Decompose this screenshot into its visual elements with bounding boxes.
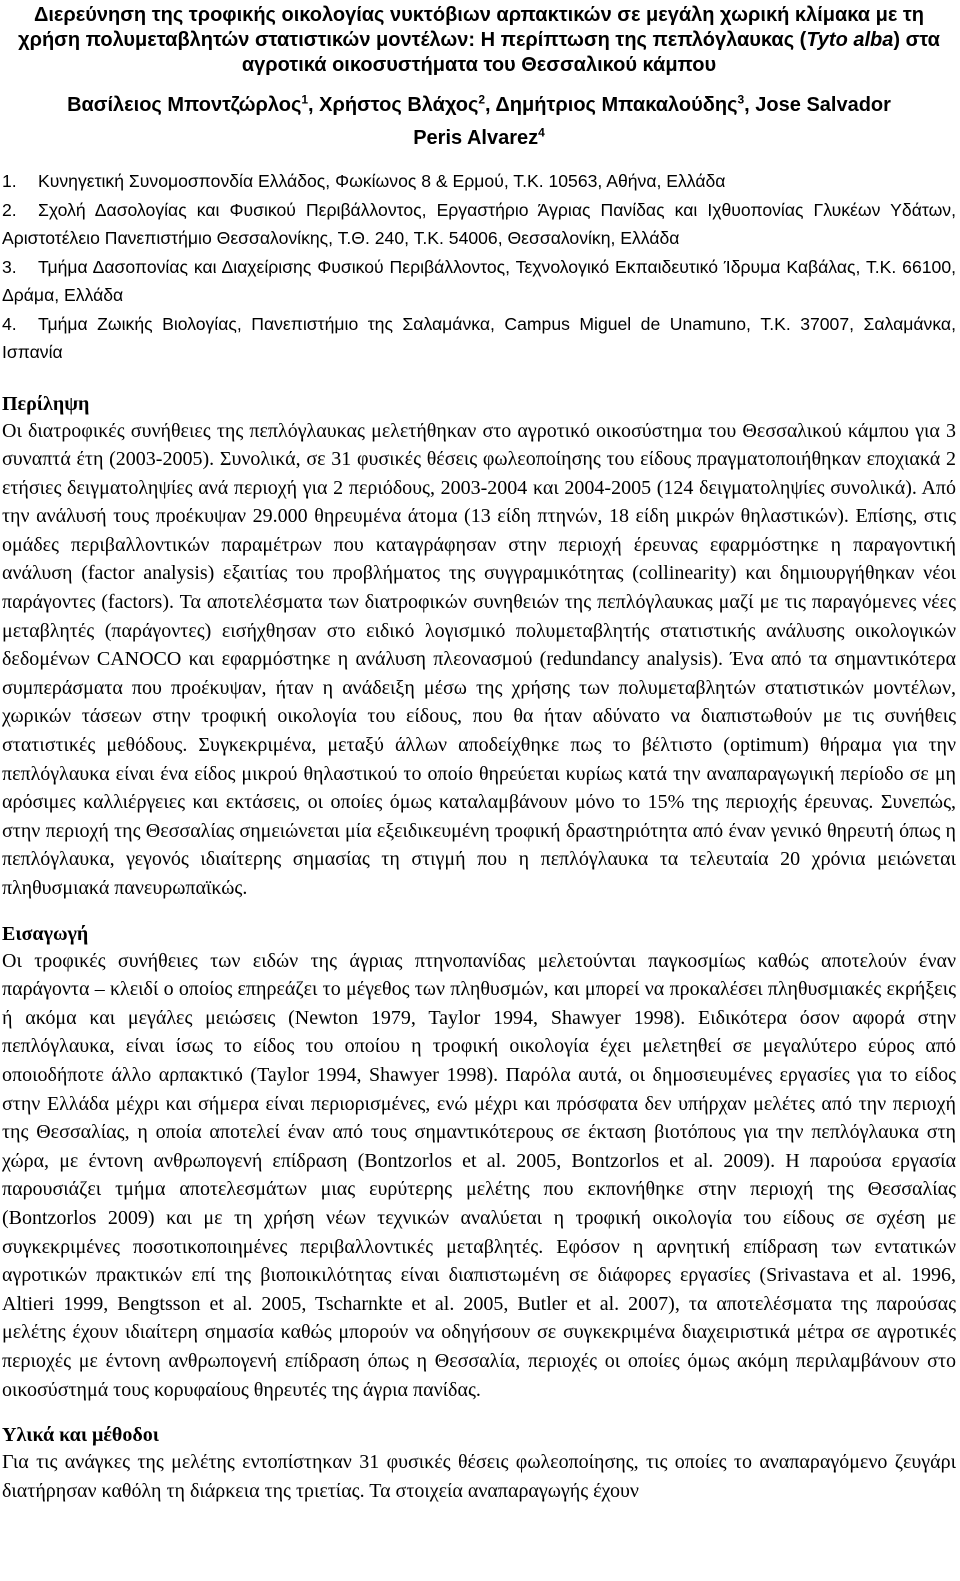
- abstract-heading: Περίληψη: [2, 392, 90, 415]
- introduction-heading: Εισαγωγή: [2, 922, 89, 945]
- title-species-name: Tyto alba: [806, 29, 894, 51]
- affiliation-item: 4. Τμήμα Ζωικής Βιολογίας, Πανεπιστήμιο της Σαλαμάνκα, Campus Miguel de Unamuno, Τ.Κ. 37007, Σαλαμάνκα, Ισπανία: [2, 313, 956, 362]
- paper-title: [2, 0, 956, 78]
- author-affiliation-marker: 4: [538, 125, 545, 140]
- author: Βασίλειος Μποντζώρλος$^1$,: [67, 92, 320, 116]
- methods-text: Για τις ανάγκες της μελέτης εντοπίστηκαν 31 φυσικές θέσεις φωλεοποίησης, τις οποίες το αναπαραγόμενο ζευγάρι διατήρησαν καθόλη τη διάρκεια της τριετίας. Τα στοιχεία αναπαραγωγής έχουν: [2, 1451, 956, 1502]
- abstract-text: Οι διατροφικές συνήθειες της πεπλόγλαυκας μελετήθηκαν στο αγροτικό οικοσύστημα του Θεσσαλικού κάμπου για 3 συναπτά έτη (2003-2005). Συνολικά, σε 31 φυσικές θέσεις φωλεοποίησης του είδους πραγματοποιήθηκαν εποχιακά 2 ετήσιες δειγματοληψίες ανά περιοχή για 2 περιόδους, 2003-2004 και 2004-2005 (124 δειγματοληψίες συνολικά). Από την ανάλυσή τους προέκυψαν 29.000 θηρευμένα άτομα (13 είδη πτηνών, 18 είδη μικρών θηλαστικών). Επίσης, στις ομάδες περιβαλλοντικών παραμέτρων που καταγράφησαν στην περιοχή έρευνας εφαρμόστηκε η παραγοντική ανάλυση (factor analysis) εξαιτίας του προβλήματος της συγγραμικότητας (collinearity) και δημιουργήθηκαν νέοι παράγοντες (factors). Τα αποτελέσματα των διατροφικών συνηθειών της πεπλόγλαυκας μαζί με τις παραγόμενες νέες μεταβλητές (παράγοντες) εισήχθησαν στο ειδικό λογισμικό πολυμεταβλητής στατιστικής ανάλυσης οικολογικών δεδομένων CANOCO και εφαρμόστηκε η ανάλυση πλεονασμού (redundancy analysis). Ένα από τα σημαντικότερα συμπεράσματα που προέκυψαν, ήταν η ανάδειξη μέσω της χρήσης των πολυμεταβλητών στατιστικών μοντέλων, χωρικών τάσεων στην τροφική οικολογία του είδους, που θα ήταν αδύνατο να διαπιστωθούν με τις συνήθεις στατιστικές μεθόδους. Συγκεκριμένα, μεταξύ άλλων αποδείχθηκε πως το βέλτιστο (optimum) θήραμα για την πεπλόγλαυκα είναι ένα είδος μικρού θηλαστικού το οποίο θηρεύεται κυρίως κατά την αναπαραγωγική περίοδο σε μη αρόσιμες καλλιέργειες και εκτάσεις, οι οποίες όμως καταλαμβάνουν μόνο το 15% της περιοχής έρευνας. Συνεπώς, στην περιοχή της Θεσσαλίας σημειώνεται μία εξειδικευμένη τροφική δραστηριότητα από έναν γενικό θηρευτή όπως η πεπλόγλαυκα, γεγονός ιδιαίτερης σημασίας τη στιγμή που η πεπλόγλαυκα τα τελευταία 20 χρόνια μειώνεται πληθυσμιακά πανευρωπαϊκώς.: [2, 419, 956, 899]
- affiliation-item: 2. Σχολή Δασολογίας και Φυσικού Περιβάλλοντος, Εργαστήριο Άγριας Πανίδας και Ιχθυοπονίας Γλυκέων Υδάτων, Αριστοτέλειο Πανεπιστήμιο Θεσσαλονίκης, Τ.Θ. 240, Τ.Κ. 54006, Θεσσαλονίκη, Ελλάδα: [2, 199, 956, 248]
- affiliation-item: 3. Τμήμα Δασοπονίας και Διαχείρισης Φυσικού Περιβάλλοντος, Τεχνολογικό Εκπαιδευτικό Ίδρυμα Καβάλας, Τ.Κ. 66100, Δράμα, Ελλάδα: [2, 256, 956, 305]
- introduction-text: Οι τροφικές συνήθειες των ειδών της άγριας πτηνοπανίδας μελετούνται παγκοσμίως καθώς αποτελούν έναν παράγοντα – κλειδί ο οποίος επηρεάζει το μέγεθος των πληθυσμών, και μπορεί να προκαλέσει πληθυσμιακές εκρήξεις ή ακόμα και μεγάλες μειώσεις (Newton 1979, Taylor 1994, Shawyer 1998). Ειδικότερα όσον αφορά στην πεπλόγλαυκα, είναι ίσως το είδος του οποίου η τροφική οικολογία έχει μελετηθεί σε μεγαλύτερο εύρος από οποιοδήποτε άλλο αρπακτικό (Taylor 1994, Shawyer 1998). Παρόλα αυτά, οι δημοσιευμένες εργασίες για το είδος στην Ελλάδα μέχρι και σήμερα είναι περιορισμένες, ενώ μέχρι και πρόσφατα δεν υπήρχαν μελέτες από την περιοχή της Θεσσαλίας, η οποία αποτελεί έναν από τους σημαντικότερους σε έκταση βιοτόπους για την πεπλόγλαυκα στη χώρα, με έντονη ανθρωπογενή επίδραση (Bontzorlos et al. 2005, Bontzorlos et al. 2009). Η παρούσα εργασία παρουσιάζει τμήμα αποτελεσμάτων μιας ευρύτερης μελέτης που εκπονήθηκε στην περιοχή της Θεσσαλίας (Bontzorlos 2009) και με τη χρήση νέων τεχνικών αναλύεται η τροφική οικολογία του είδους σε σχέση με συγκεκριμένες ποσοτικοποιημένες περιβαλλοντικές μεταβλητές. Εφόσον η αρνητική επίδραση των εντατικών αγροτικών πρακτικών επί της βιοποικιλότητας είναι διαπιστωμένη σε διάφορες εργασίες (Srivastava et al. 1996, Altieri 1999, Bengtsson et al. 2005, Tscharnkte et al. 2005, Butler et al. 2007), τα αποτελέσματα της παρούσας μελέτης έχουν ιδιαίτερη σημασία καθώς μπορούν να οδηγήσουν σε συγκεκριμένα διαχειριστικά μέτρα σε αγροτικές περιοχές με έντονη ανθρωπογενή επίδραση όπως η Θεσσαλία, περιοχές οι οποίες όμως ακόμη περιλαμβάνουν στο οικοσύστημά τους κορυφαίους θηρευτές της άγρια πανίδας.: [2, 949, 956, 1401]
- author: Jose Salvador Peris Alvarez$^4$: [413, 94, 891, 149]
- affiliation-item: 1. Κυνηγετική Συνομοσπονδία Ελλάδος, Φωκίωνος 8 & Ερμού, Τ.Κ. 10563, Αθήνα, Ελλάδα: [2, 171, 726, 191]
- author-affiliation-marker: 3: [737, 92, 745, 107]
- title-text: Διερεύνηση της τροφικής οικολογίας νυκτόβιων αρπακτικών σε μεγάλη χωρική κλίμακα με τη χρήση πολυμεταβλητών στατιστικών μοντέλων: Η περίπτωση της πεπλόγλαυκας (: [18, 4, 925, 51]
- author: Δημήτριος Μπακαλούδης$^3$,: [495, 92, 756, 116]
- author-affiliation-marker: 1: [301, 92, 309, 107]
- affiliation-list: [2, 167, 956, 367]
- methods-heading: Υλικά και μέθοδοι: [2, 1424, 159, 1447]
- author-affiliation-marker: 2: [478, 92, 486, 107]
- author-list: [42, 89, 916, 155]
- author: Χρήστος Βλάχος$^2$,: [319, 92, 496, 116]
- title-text-end: ) στα αγροτικά οικοσυστήματα του Θεσσαλικού κάμπου: [241, 29, 940, 76]
